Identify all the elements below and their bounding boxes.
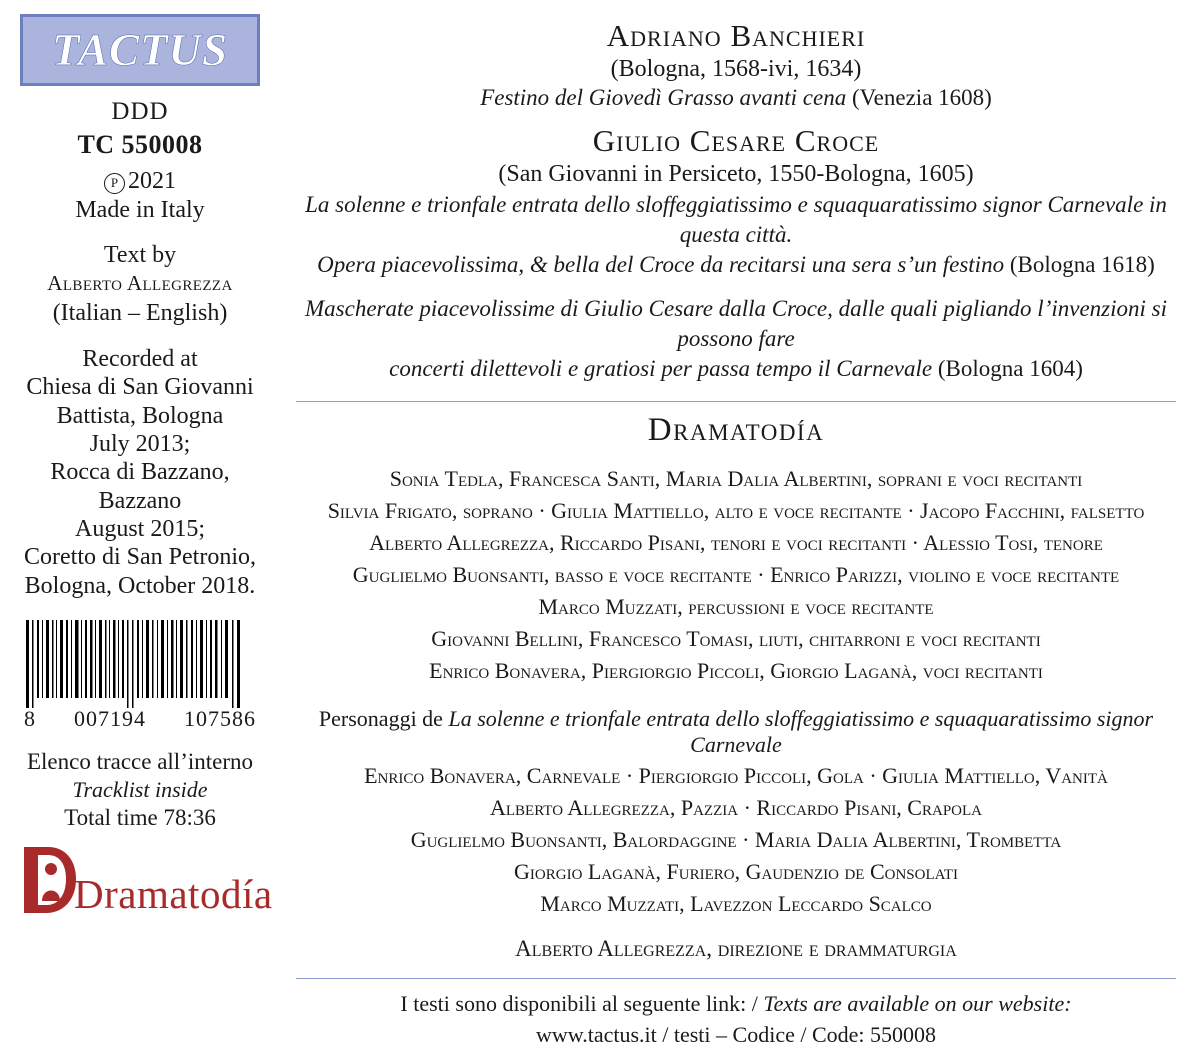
- composer-last-name: Banchieri: [730, 18, 866, 53]
- character-line: Giorgio Laganà, Furiero, Gaudenzio de Consolati: [514, 858, 958, 884]
- recording-line: August 2015;: [74, 515, 205, 542]
- composer-name-croce: [286, 123, 1186, 159]
- composer-name-banchieri: [286, 18, 1186, 54]
- text-by-label: Text by: [103, 242, 177, 268]
- recording-line: Bazzano: [98, 487, 182, 514]
- dramatodia-d-icon: [18, 843, 80, 915]
- mascherate-title: concerti dilettevoli e gratiosi per passa tempo il Carnevale: [389, 356, 933, 382]
- work-croce-line2: [286, 250, 1186, 280]
- texts-url-line[interactable]: www.tactus.it / testi – Codice / Code: 550008: [535, 1021, 937, 1047]
- tactus-logo: [20, 14, 260, 86]
- character-line: Enrico Bonavera, Carnevale · Piergiorgio Piccoli, Gola · Giulia Mattiello, Vanità: [364, 762, 1108, 788]
- ensemble-title: Dramatodía: [647, 411, 825, 448]
- performer-line: Marco Muzzati, percussioni e voce recitante: [538, 594, 934, 620]
- languages: (Italian – English): [52, 300, 228, 326]
- work-banchieri: [286, 85, 1186, 111]
- character-line: Marco Muzzati, Lavezzon Leccardo Scalco: [540, 890, 932, 916]
- recording-line: Coretto di San Petronio,: [24, 544, 256, 571]
- composer-first-name: Giulio: [592, 123, 682, 158]
- dramatodia-wordmark: Dramatodía: [74, 870, 273, 917]
- composer-last-name: Croce: [794, 123, 880, 158]
- divider: [296, 401, 1176, 402]
- phonogram-year: 2021: [128, 168, 176, 194]
- work-place: (Venezia 1608): [851, 85, 992, 110]
- tracklist-note-en: Tracklist inside: [72, 776, 208, 802]
- barcode-digits: [24, 706, 256, 732]
- barcode-digit-group: 007194: [74, 705, 146, 731]
- recording-line: Battista, Bologna: [56, 402, 224, 429]
- dramatodia-logo: [4, 843, 276, 915]
- recording-info: [24, 345, 256, 600]
- texts-availability-en: Texts are available on our website:: [763, 991, 1072, 1017]
- recording-line: July 2013;: [89, 430, 191, 457]
- composer-first-name: Adriano: [606, 18, 722, 53]
- work-croce-line1: La solenne e trionfale entrata dello sloffeggiatissimo e squaquaratissimo signor Carnevale in questa città.: [305, 192, 1167, 247]
- phonogram-icon: P: [104, 173, 125, 194]
- character-line: Guglielmo Buonsanti, Balordaggine · Maria Dalia Albertini, Trombetta: [410, 826, 1062, 852]
- work-title: Festino del Giovedì Grasso avanti cena: [480, 85, 847, 110]
- texts-availability: [286, 989, 1186, 1051]
- performer-line: Giovanni Bellini, Francesco Tomasi, liuti, chitarroni e voci recitanti: [431, 626, 1041, 652]
- characters-heading-title: La solenne e trionfale entrata dello sloffeggiatissimo e squaquaratissimo signor Carnevale: [448, 705, 1154, 757]
- recording-line: Rocca di Bazzano,: [50, 459, 230, 486]
- composer-middle-name: Cesare: [689, 123, 787, 158]
- phonogram-line: [104, 168, 176, 195]
- label-info-column: [0, 0, 272, 1008]
- tactus-logo-text: TACTUS: [51, 24, 229, 75]
- mascherate-place: (Bologna 1604): [937, 356, 1083, 382]
- director-credit: Alberto Allegrezza, direzione e drammaturgia: [515, 936, 957, 962]
- composer-dates-banchieri: (Bologna, 1568-ivi, 1634): [610, 56, 862, 82]
- performers-list: [286, 463, 1186, 688]
- text-by-author: Alberto Allegrezza: [47, 271, 233, 295]
- barcode-image: [24, 620, 246, 708]
- character-line: Alberto Allegrezza, Pazzia · Riccardo Pisani, Crapola: [489, 794, 982, 820]
- catalog-number: TC 550008: [77, 130, 203, 159]
- composer-dates-croce: (San Giovanni in Persiceto, 1550-Bologna, 1605): [498, 161, 974, 187]
- tracklist-note-it: Elenco tracce all’interno: [26, 748, 254, 774]
- characters-heading: [286, 706, 1186, 758]
- total-time: Total time 78:36: [64, 804, 216, 830]
- made-in-italy: Made in Italy: [75, 197, 205, 223]
- characters-block: [286, 706, 1186, 921]
- program-column: [272, 0, 1200, 1047]
- mascherate-block: [286, 294, 1186, 385]
- ddd-code: DDD: [111, 98, 169, 125]
- texts-availability-line1: [286, 989, 1186, 1020]
- recording-line: Recorded at: [82, 346, 198, 372]
- work-title: Opera piacevolissima, & bella del Croce da recitarsi una sera s’un festino: [317, 251, 1005, 277]
- barcode-digit-group: 8: [24, 705, 36, 731]
- composer-block-croce: [286, 123, 1186, 280]
- performer-line: Sonia Tedla, Francesca Santi, Maria Dalia Albertini, soprani e voci recitanti: [389, 465, 1083, 491]
- mascherate-line2: [286, 354, 1186, 384]
- divider-footer: [296, 978, 1176, 979]
- barcode-digit-group: 107586: [184, 705, 256, 731]
- mascherate-line1: Mascherate piacevolissime di Giulio Cesare dalla Croce, dalle quali pigliando l’invenzioni si possono fare: [305, 295, 1167, 352]
- performer-line: Guglielmo Buonsanti, basso e voce recitante · Enrico Parizzi, violino e voce recitante: [352, 562, 1120, 588]
- performer-line: Alberto Allegrezza, Riccardo Pisani, tenori e voci recitanti · Alessio Tosi, tenore: [369, 529, 1103, 555]
- performer-line: Silvia Frigato, soprano · Giulia Mattiello, alto e voce recitante · Jacopo Facchini, falsetto: [327, 497, 1145, 523]
- performer-line: Enrico Bonavera, Piergiorgio Piccoli, Giorgio Laganà, voci recitanti: [429, 658, 1043, 684]
- barcode: [24, 620, 256, 732]
- texts-availability-it: I testi sono disponibili al seguente link: /: [400, 991, 758, 1017]
- recording-line: Bologna, October 2018.: [24, 572, 256, 599]
- characters-heading-prefix: Personaggi de: [318, 705, 449, 731]
- work-place: (Bologna 1618): [1009, 251, 1155, 277]
- recording-line: Chiesa di San Giovanni: [26, 374, 254, 401]
